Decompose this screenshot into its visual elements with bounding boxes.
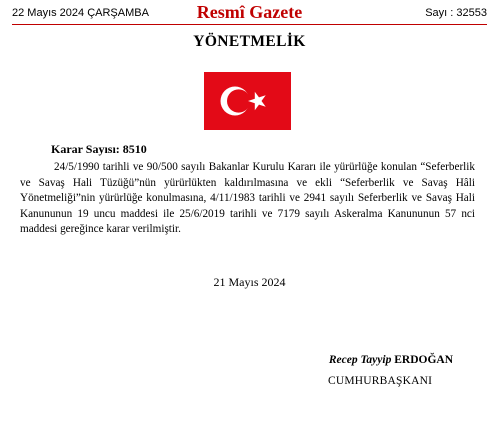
signer-name xyxy=(329,354,453,366)
gazette-title: Resmî Gazete xyxy=(196,2,303,22)
section-title: YÖNETMELİK xyxy=(193,33,306,50)
signer-title: CUMHURBAŞKANI xyxy=(328,375,433,387)
header-date: 22 Mayıs 2024 ÇARŞAMBA xyxy=(12,7,149,19)
signer-last-name: ERDOĞAN xyxy=(394,354,453,366)
signature-date: 21 Mayıs 2024 xyxy=(213,275,286,289)
signer-first-name: Recep Tayyip xyxy=(328,354,392,366)
header-divider xyxy=(12,24,487,25)
decision-number: Karar Sayısı: 8510 xyxy=(51,142,147,156)
issue-number: Sayı : 32553 xyxy=(425,7,487,19)
decision-body: 24/5/1990 tarihli ve 90/500 sayılı Bakanlar Kurulu Kararı ile yürürlüğe konulan “Seferberlik ve Savaş Hali Tüzüğü”nün yürürlükten kaldırılmasına ve ekli “Seferberlik ve Savaş Hâli Yönetmeliği”nin yürürlüğe konulmasına, 4/11/1983 tarihli ve 2941 sayılı Seferberlik ve Savaş Hali Kanununun 19 uncu maddesi ile 25/6/2019 tarihli ve 7179 sayılı Askeralma Kanununun 57 nci maddesi gereğince karar verilmiştir. xyxy=(20,161,475,235)
turkish-flag-icon xyxy=(204,72,291,130)
